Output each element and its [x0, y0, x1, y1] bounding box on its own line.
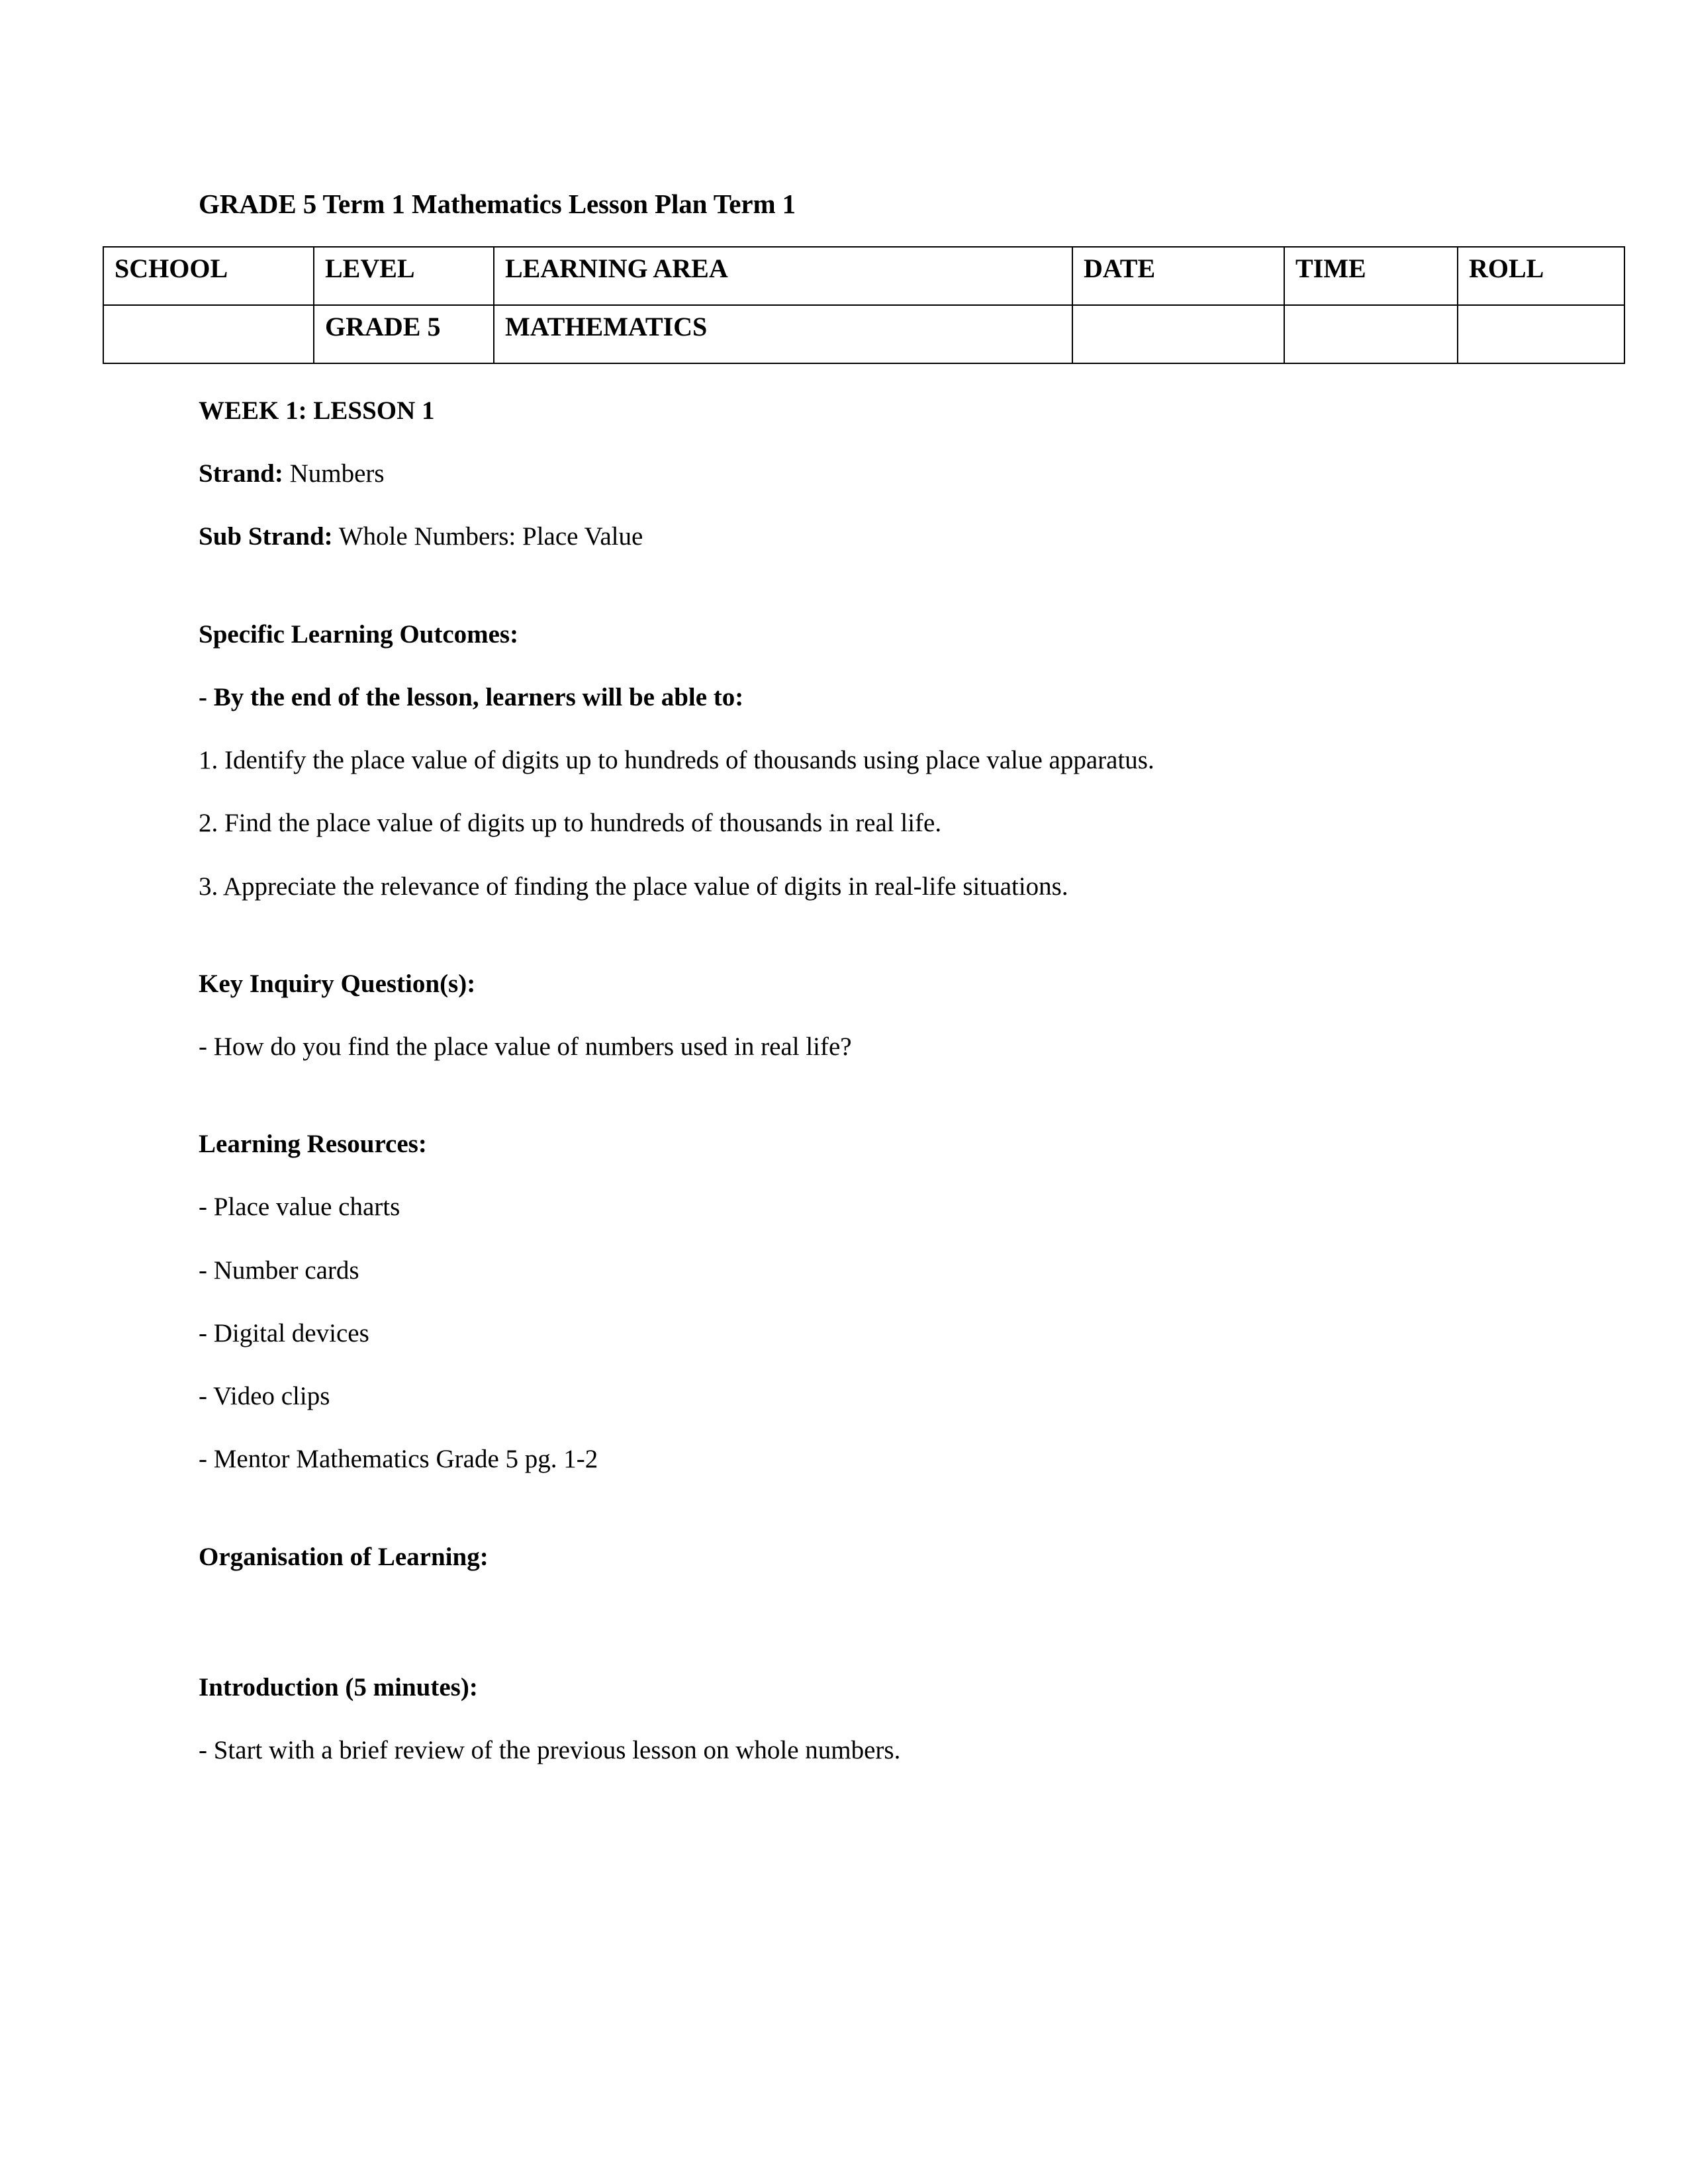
table-header-roll: ROLL [1458, 247, 1624, 305]
section-spacer [199, 1572, 1585, 1608]
table-cell-roll[interactable] [1458, 305, 1624, 363]
learning-resource-item-3: - Digital devices [199, 1318, 369, 1347]
page-title: GRADE 5 Term 1 Mathematics Lesson Plan Term 1 [199, 189, 796, 219]
organisation-heading: Organisation of Learning: [199, 1542, 489, 1571]
strand-value: Numbers [289, 459, 385, 488]
key-inquiry-heading: Key Inquiry Question(s): [199, 969, 476, 998]
table-cell-time[interactable] [1284, 305, 1458, 363]
learning-resource-item-1: - Place value charts [199, 1193, 400, 1222]
table-header-level: LEVEL [314, 247, 494, 305]
table-cell-date[interactable] [1072, 305, 1284, 363]
key-inquiry-item-1: - How do you find the place value of numbers used in real life? [199, 1032, 852, 1062]
table-header-learning-area: LEARNING AREA [494, 247, 1072, 305]
outcome-item-1: 1. Identify the place value of digits up to hundreds of thousands using place value apparatus. [199, 746, 1154, 775]
table-cell-level[interactable]: GRADE 5 [314, 305, 494, 363]
introduction-heading: Introduction (5 minutes): [199, 1672, 478, 1702]
specific-learning-outcomes-block [199, 619, 1585, 901]
table-header-school: SCHOOL [103, 247, 314, 305]
table-header-row [103, 247, 1624, 305]
learning-resources-heading: Learning Resources: [199, 1130, 427, 1159]
table-cell-learning-area[interactable]: MATHEMATICS [494, 305, 1072, 363]
introduction-block [199, 1672, 1585, 1765]
document-content [115, 189, 1585, 1765]
table-header-date: DATE [1072, 247, 1284, 305]
lesson-info-table [103, 246, 1625, 364]
learning-resource-item-4: - Video clips [199, 1382, 330, 1411]
strand-label: Strand: [199, 459, 283, 488]
table-row [103, 305, 1624, 363]
section-spacer [199, 901, 1585, 937]
outcome-item-3: 3. Appreciate the relevance of finding the place value of digits in real-life situations. [199, 872, 1068, 901]
sub-strand-value: Whole Numbers: Place Value [338, 522, 643, 551]
key-inquiry-block [199, 969, 1585, 1062]
organisation-of-learning-block [199, 1542, 1585, 1572]
section-spacer [199, 552, 1585, 588]
strand-line [199, 459, 1585, 488]
lesson-identification-block [199, 396, 1585, 552]
table-cell-school[interactable] [103, 305, 314, 363]
outcomes-lead-in: - By the end of the lesson, learners will be able to: [199, 682, 744, 711]
introduction-item-1: - Start with a brief review of the previous lesson on whole numbers. [199, 1736, 901, 1765]
section-spacer [199, 1608, 1585, 1641]
outcome-item-2: 2. Find the place value of digits up to hundreds of thousands in real life. [199, 809, 942, 838]
learning-resource-item-5: - Mentor Mathematics Grade 5 pg. 1-2 [199, 1445, 598, 1474]
outcomes-heading: Specific Learning Outcomes: [199, 619, 519, 649]
section-spacer [199, 1062, 1585, 1097]
week-lesson-heading: WEEK 1: LESSON 1 [199, 396, 435, 425]
learning-resources-block [199, 1129, 1585, 1474]
sub-strand-label: Sub Strand: [199, 522, 333, 551]
sub-strand-line [199, 522, 1585, 551]
learning-resource-item-2: - Number cards [199, 1255, 359, 1285]
table-header-time: TIME [1284, 247, 1458, 305]
section-spacer [199, 1475, 1585, 1510]
